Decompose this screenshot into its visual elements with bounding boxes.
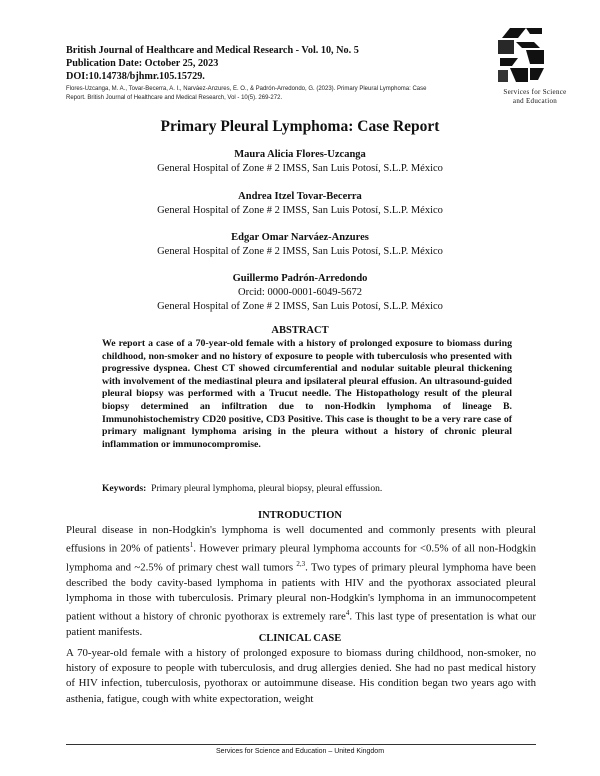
footer-divider <box>66 744 536 745</box>
citation-line-2: Report. British Journal of Healthcare and Medical Research, Vol - 10(5). 269-272. <box>66 95 283 101</box>
author-name: Maura Alicia Flores-Uzcanga <box>234 149 366 160</box>
ref-1: 1 <box>189 541 194 550</box>
author-block-1 <box>0 148 600 176</box>
introduction-heading: INTRODUCTION <box>257 510 342 521</box>
abstract-heading: ABSTRACT <box>271 325 329 336</box>
intro-part-2: . However primary pleural lymphoma accounts for <0.5% of all non-Hodgkin lymphoma and ~2.5% of primary chest wall tumors <box>66 542 536 574</box>
keywords-value: Primary pleural lymphoma, pleural biopsy, pleural effussion. <box>151 484 383 494</box>
publisher-name-line-1: Services for Science <box>503 88 567 96</box>
publisher-name-line-2: and Education <box>512 97 558 105</box>
intro-part-1: Pleural disease in non-Hodgkin's lymphoma is well documented and commonly presents with pleural effusions in 20% of patients <box>66 524 536 555</box>
author-affiliation: General Hospital of Zone # 2 IMSS, San Luis Potosí, S.L.P. México <box>157 163 443 174</box>
ref-2-3: 2,3 <box>296 560 306 568</box>
citation-line-1: Flores-Uzcanga, M. A., Tovar-Becerra, A. I., Narváez-Anzures, E. O., & Padrón-Arredondo, G. (2023). Primary Pleural Lymphoma: Case <box>66 86 427 92</box>
introduction-text <box>66 523 536 640</box>
journal-name: British Journal of Healthcare and Medical Research - Vol. 10, No. 5 <box>66 45 359 56</box>
author-block-2 <box>0 190 600 218</box>
author-block-3 <box>0 231 600 259</box>
author-affiliation: General Hospital of Zone # 2 IMSS, San Luis Potosí, S.L.P. México <box>157 205 443 216</box>
author-affiliation: General Hospital of Zone # 2 IMSS, San Luis Potosí, S.L.P. México <box>157 246 443 257</box>
clinical-case-heading: CLINICAL CASE <box>258 633 342 644</box>
keywords-label: Keywords: <box>102 484 147 494</box>
paper-title: Primary Pleural Lymphoma: Case Report <box>160 118 440 135</box>
doi-link[interactable]: DOI:10.14738/bjhmr.105.15729. <box>66 71 205 82</box>
keywords <box>102 484 512 494</box>
intro-part-3: . Two types of primary pleural lymphoma have been described the body cavity-based lymphoma in patients with HIV and the pyothorax associated pleural lymphoma in those with tuberculosis. Primary pleural non-Hodgkin's lymphoma in an immunocompetent patient without a history of chronic pyothorax is extremely rare <box>66 561 536 623</box>
ref-4: 4 <box>345 609 350 618</box>
page-footer: Services for Science and Education – United Kingdom <box>215 748 385 755</box>
author-name: Guillermo Padrón-Arredondo <box>232 273 368 284</box>
author-name: Andrea Itzel Tovar-Becerra <box>238 191 362 202</box>
publication-date: Publication Date: October 25, 2023 <box>66 58 219 69</box>
abstract-text: We report a case of a 70-year-old female with a history of prolonged exposure to biomass during childhood, non-smoker and no history of exposure to people with tuberculosis who presented with progressive dyspnea. Chest CT showed circumferential and nodular suitable pleural thickening with involvement of the mediastinal pleura and ipsilateral pleural effusion. An ultrasound-guided pleural biopsy was performed with a Trucut needle. The Histopathology result of the pleural biopsy determined an infiltration due to non-Hodkin lymphoma of lineage B. Immunohistochemistry CD20 positive, CD3 Positive. This case is thought to be a very rare case of primary malignant lymphoma arising in the pleura without a history of chronic pleural inflammation or immunocompromise. <box>102 338 512 450</box>
author-name: Edgar Omar Narváez-Anzures <box>231 232 369 243</box>
intro-part-4: . This last type of presentation is what our patient manifests. <box>66 610 536 638</box>
author-orcid[interactable]: Orcid: 0000-0001-6049-5672 <box>238 287 362 298</box>
publisher-logo-icon <box>490 24 552 86</box>
clinical-case-text: A 70-year-old female with a history of prolonged exposure to biomass during childhood, non-smoker, no history of exposure to people with tuberculosis, and drug allergies denied. She had no past medical history of HIV infection, tuberculosis, pyothorax or autoimmune disease. His condition began two years ago with asthenia, fatigue, cough with white expectoration, weight <box>66 647 536 705</box>
author-affiliation: General Hospital of Zone # 2 IMSS, San Luis Potosí, S.L.P. México <box>157 301 443 312</box>
author-block-4 <box>0 272 600 314</box>
